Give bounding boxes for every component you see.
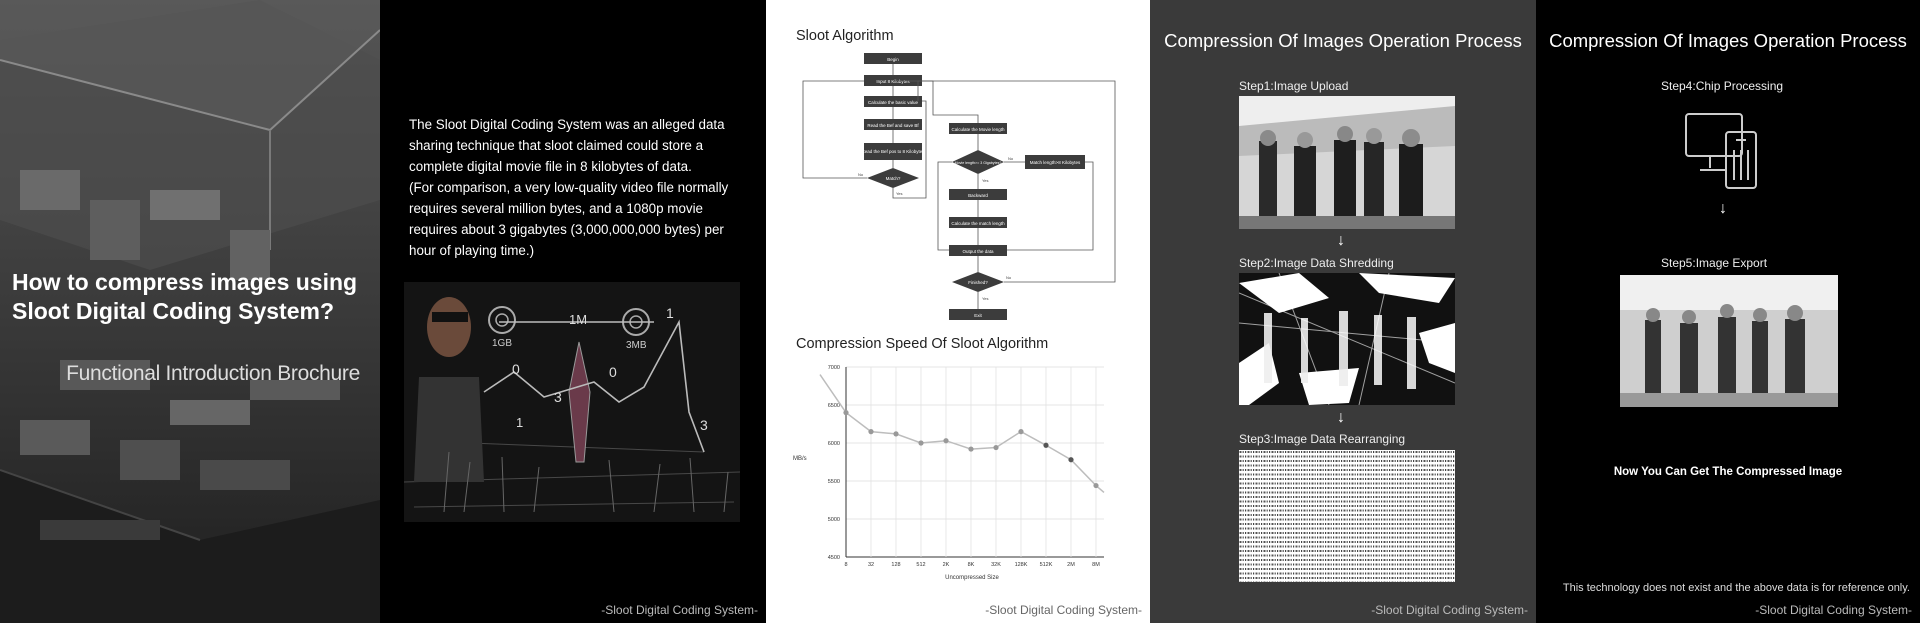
disclaimer: This technology does not exist and the above data is for reference only. [1562, 582, 1910, 594]
step1-photo [1239, 96, 1455, 229]
intro-text [409, 114, 747, 261]
step2-photo [1239, 273, 1455, 405]
flow-label-no-2: No [1008, 156, 1014, 161]
x-tick-label: 32 [867, 562, 875, 568]
art-label-0b: 0 [609, 364, 617, 380]
intro-panel [380, 0, 766, 623]
y-tick-label: 7000 [827, 365, 840, 371]
chalk-artwork [404, 282, 740, 522]
y-tick-label: 6500 [827, 403, 840, 409]
data-point [868, 429, 873, 434]
y-tick-label: 4500 [827, 555, 840, 561]
y-tick-label: 5000 [827, 517, 840, 523]
process-title: Compression Of Images Operation Process [1549, 30, 1907, 51]
art-label-3mb: 3MB [626, 340, 647, 351]
process-panel-1 [1150, 0, 1536, 623]
flow-text-read-pos: Read the Bef pos to 8 Kilobytes [861, 149, 925, 154]
flow-text-read-bef: Read the Bef and save Bf [867, 123, 919, 128]
arrow-down-icon: ↓ [1337, 232, 1345, 249]
process-title: Compression Of Images Operation Process [1164, 30, 1522, 51]
x-tick-label: 128K [1014, 562, 1028, 568]
flow-text-begin: Begin [887, 57, 899, 62]
x-tick-label: 8K [967, 562, 975, 568]
x-tick-label: 512 [916, 562, 926, 568]
art-label-0a: 0 [512, 361, 520, 377]
flow-text-match: Match? [885, 176, 901, 181]
footer-label: -Sloot Digital Coding System- [1371, 603, 1528, 617]
data-point [843, 410, 848, 415]
arrow-down-icon: ↓ [1719, 200, 1727, 217]
flow-text-output: Output the data [962, 249, 994, 254]
step5-photo [1620, 275, 1838, 407]
data-point [893, 431, 898, 436]
flow-text-movie-length: Movie length>= 3 Gigabytes? [954, 161, 1002, 165]
chart-title: Compression Speed Of Sloot Algorithm [796, 336, 1049, 352]
data-point [968, 446, 973, 451]
data-point [1068, 457, 1073, 462]
step4-label: Step4:Chip Processing [1661, 79, 1784, 93]
x-tick-label: 512K [1039, 562, 1053, 568]
speed-chart [766, 0, 1150, 600]
algorithm-panel [766, 0, 1150, 623]
x-tick-label: 2K [942, 562, 950, 568]
art-label-1a: 1 [666, 305, 674, 321]
flow-text-exit: Exit [974, 313, 982, 318]
data-point [943, 438, 948, 443]
flowchart-title: Sloot Algorithm [796, 28, 894, 44]
step3-data-grid [1239, 450, 1455, 582]
chart-x-label: Uncompressed Size [945, 575, 999, 581]
x-tick-label: 8 [844, 562, 848, 568]
intro-comparison: (For comparison, a very low-quality video file normally requires several million bytes, and a 1080p movie requires about 3 gigabytes (3,000,000,000 bytes) per hour of playing time.) [409, 180, 729, 258]
flow-text-calc-movie: Calculate the Movie length [951, 127, 1005, 132]
cover-panel [0, 0, 380, 623]
x-tick-label: 2M [1067, 562, 1075, 568]
footer-label: -Sloot Digital Coding System- [985, 603, 1142, 617]
flow-text-calc-basic: Calculate the basic value [867, 100, 919, 105]
y-tick-label: 6000 [827, 441, 840, 447]
x-tick-label: 32K [991, 562, 1001, 568]
chip-computer-icon [1682, 110, 1764, 192]
footer-label: -Sloot Digital Coding System- [1755, 603, 1912, 617]
flow-text-backward: Backward [968, 193, 988, 198]
flow-text-input: Input 8 Kilobytes [876, 79, 910, 84]
step1-label: Step1:Image Upload [1239, 79, 1349, 93]
flow-text-finished: Finished? [968, 280, 988, 285]
flow-label-yes-1: Yes [896, 191, 903, 196]
flow-label-yes-3: Yes [982, 296, 989, 301]
cover-subtitle: Functional Introduction Brochure [66, 362, 360, 385]
art-label-1m: 1M [569, 312, 588, 327]
chart-y-label: MB/s [793, 456, 807, 462]
data-point [993, 445, 998, 450]
y-tick-label: 5500 [827, 479, 840, 485]
arrow-down-icon: ↓ [1337, 409, 1345, 426]
intro-paragraph: The Sloot Digital Coding System was an alleged data sharing technique that sloot claimed could store a complete digital movie file in 8 kilobytes of data. [409, 117, 725, 174]
flow-text-match-length: Match length>8 Kilobytes [1029, 160, 1081, 165]
result-message: Now You Can Get The Compressed Image [1613, 466, 1843, 478]
x-tick-label: 8M [1092, 562, 1100, 568]
data-point [918, 440, 923, 445]
footer-label: -Sloot Digital Coding System- [601, 603, 758, 617]
data-point [1093, 483, 1098, 488]
flow-text-calc-match: Calculate the match length [951, 221, 1005, 226]
step5-label: Step5:Image Export [1661, 256, 1768, 270]
data-point [1018, 429, 1023, 434]
data-point [1043, 443, 1048, 448]
art-label-3b: 3 [700, 417, 708, 433]
step2-label: Step2:Image Data Shredding [1239, 256, 1394, 270]
art-label-3a: 3 [554, 389, 562, 405]
flow-label-yes-2: Yes [982, 178, 989, 183]
art-label-1b: 1 [516, 415, 524, 430]
flow-label-no-1: No [858, 172, 864, 177]
x-tick-label: 128 [891, 562, 901, 568]
art-label-1gb: 1GB [492, 338, 513, 349]
process-panel-2 [1536, 0, 1920, 623]
chart-x-axis [844, 562, 1100, 568]
chart-grid [846, 367, 1104, 557]
series-line [820, 375, 1104, 493]
cover-title: How to compress images using Sloot Digital Coding System? [12, 269, 358, 324]
flow-label-no-3: No [1006, 275, 1012, 280]
step3-label: Step3:Image Data Rearranging [1239, 432, 1406, 446]
